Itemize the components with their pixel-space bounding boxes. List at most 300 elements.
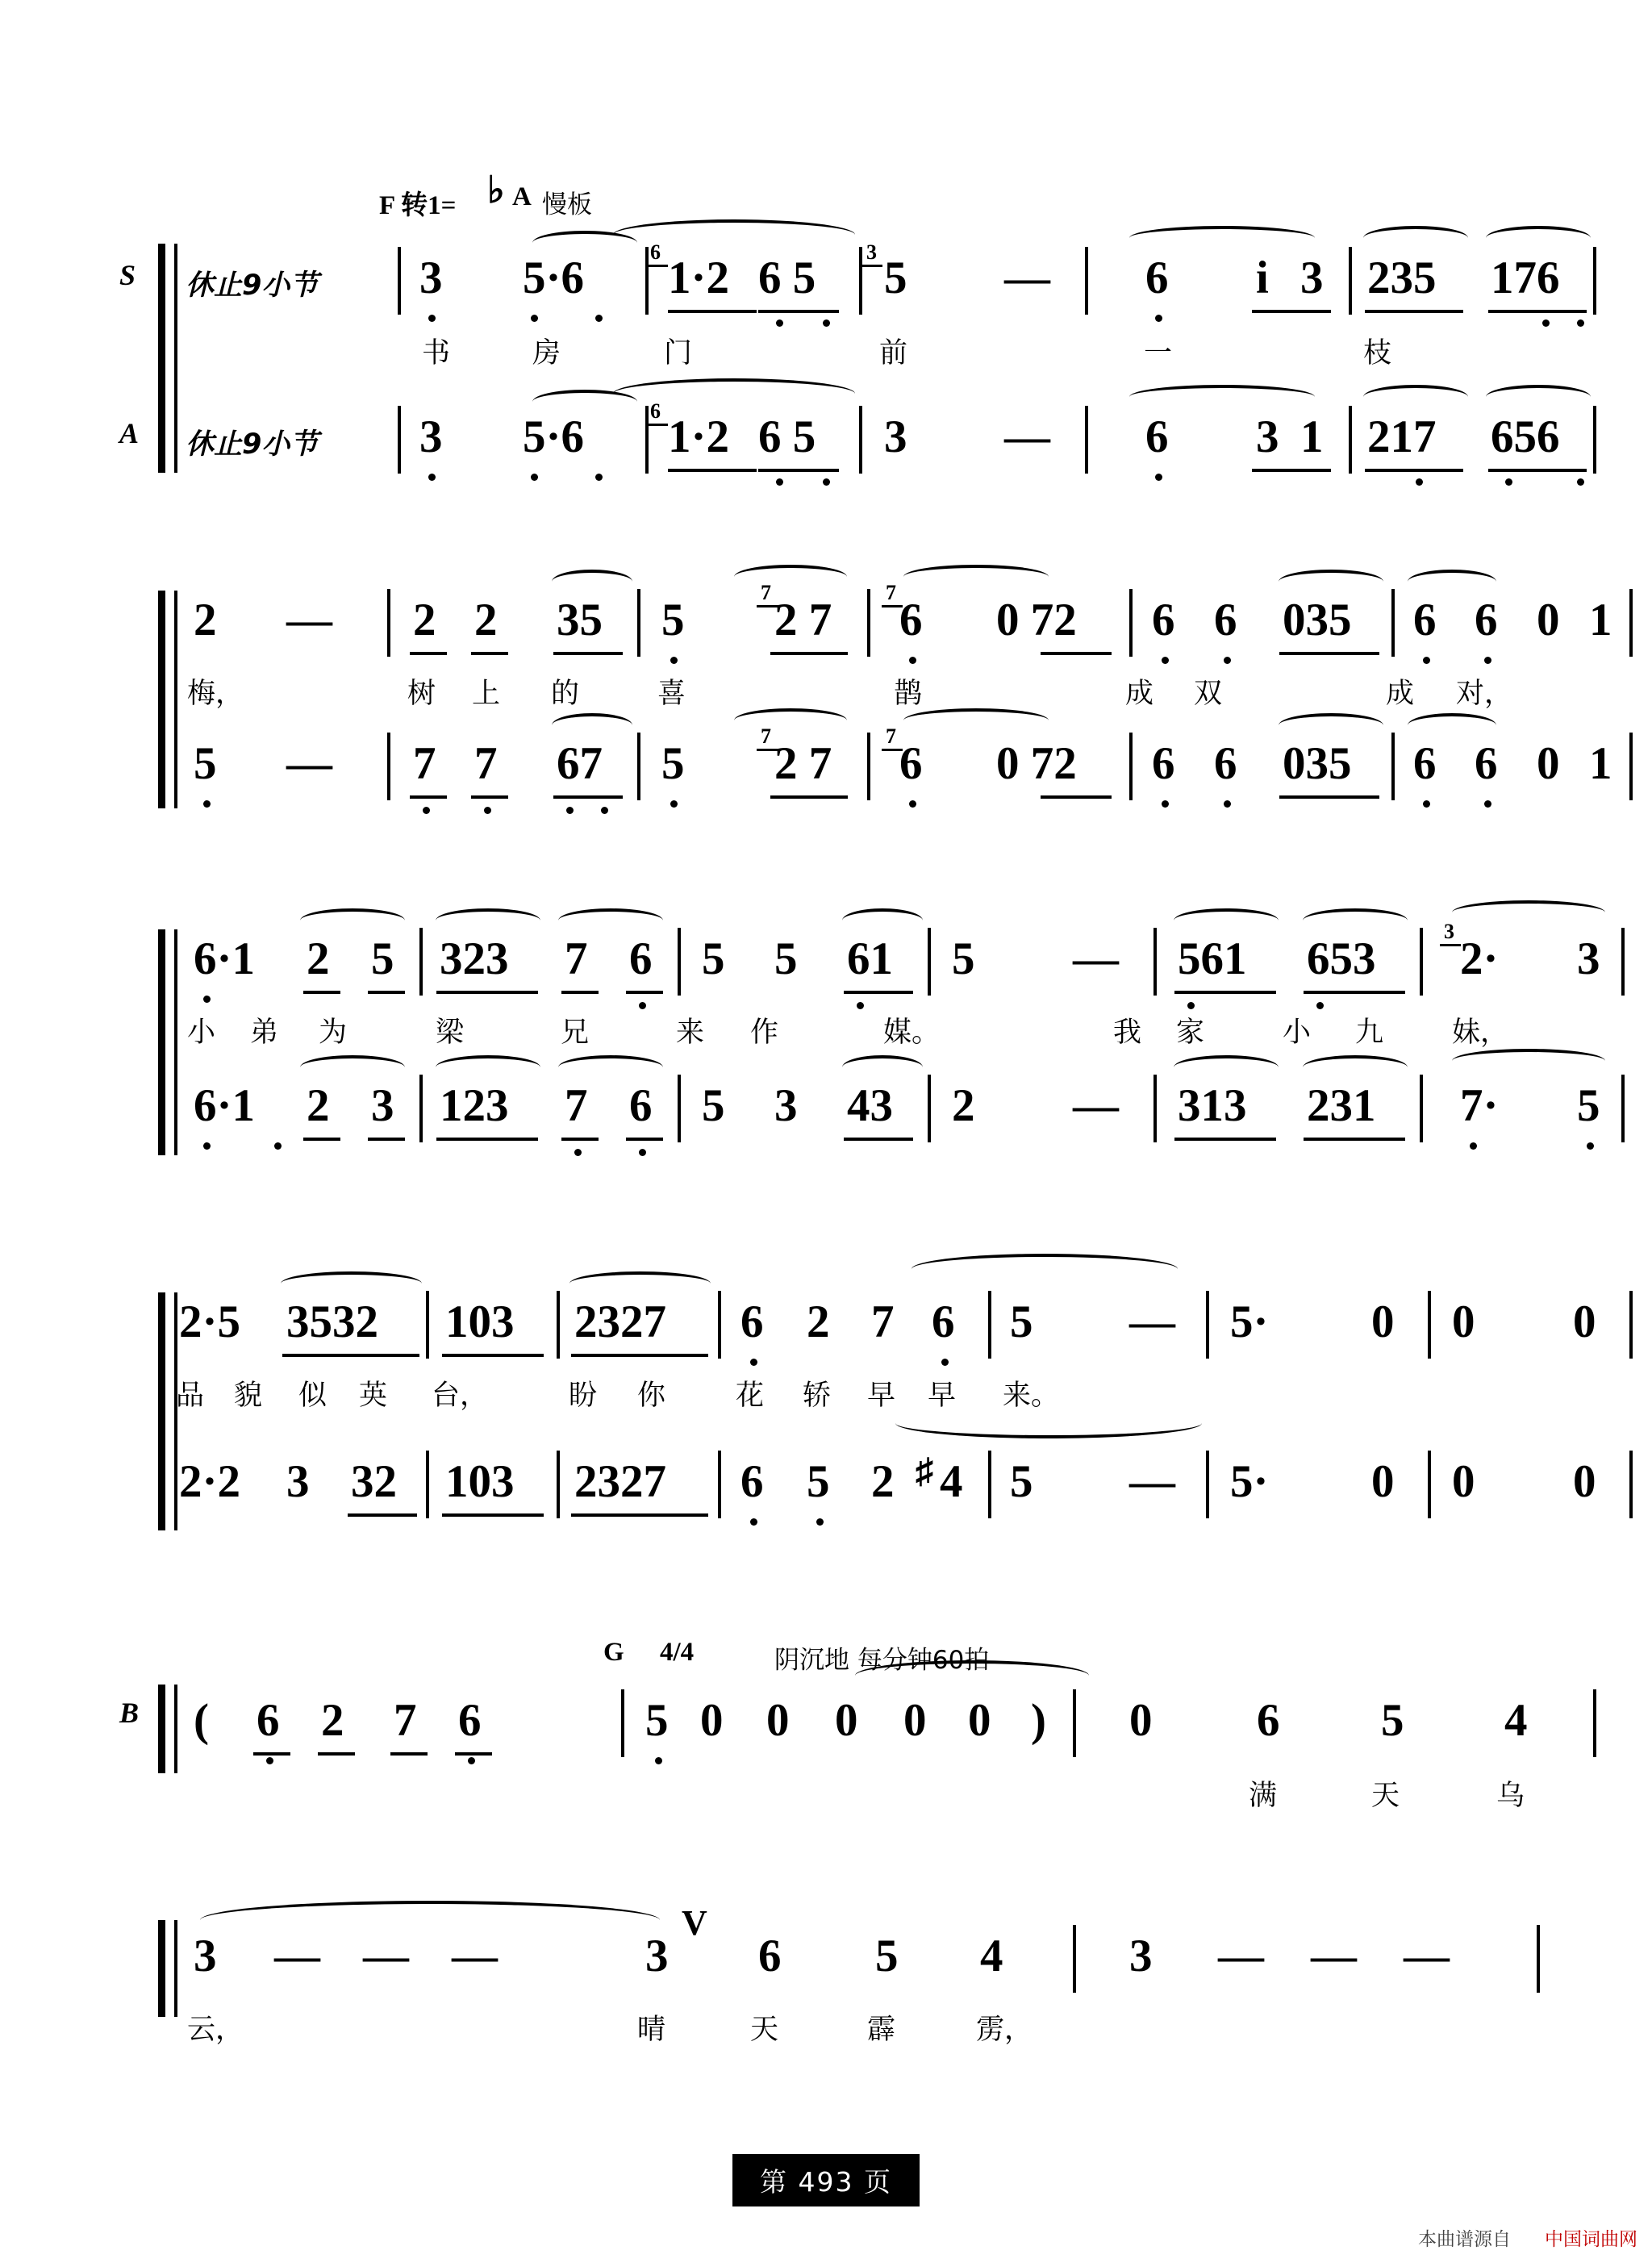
grace-number: 3 <box>1444 920 1454 943</box>
note: 5 <box>661 738 685 789</box>
note: 2· <box>1460 933 1499 984</box>
octave-dot <box>468 1757 475 1764</box>
beam <box>561 991 599 994</box>
note: 2 <box>413 595 436 645</box>
note: 0 <box>1537 738 1560 789</box>
lyric: 小 <box>1283 1017 1312 1049</box>
slur <box>734 708 847 733</box>
barline <box>1428 1291 1431 1359</box>
lyric: 媒。 <box>883 1017 941 1049</box>
note: 1·2 <box>668 253 730 303</box>
barline <box>859 406 862 474</box>
barline <box>645 406 649 474</box>
beam <box>758 469 839 472</box>
note: 2327 <box>574 1456 666 1507</box>
note: 5 <box>774 933 798 984</box>
note: 7 <box>394 1695 417 1746</box>
barline <box>1153 928 1157 996</box>
lyric: 我 <box>1113 1017 1142 1049</box>
slur <box>552 570 632 594</box>
slur <box>1363 226 1468 250</box>
barline <box>1391 733 1395 800</box>
slur <box>558 1055 663 1079</box>
octave-dot <box>1587 1142 1594 1150</box>
barline <box>398 247 401 315</box>
octave-dot <box>203 800 211 808</box>
note: 217 <box>1367 411 1437 462</box>
note: 231 <box>1307 1080 1376 1131</box>
grace-number: 7 <box>886 581 896 604</box>
barline <box>419 928 423 996</box>
note: 235 <box>1367 253 1437 303</box>
note: 656 <box>1491 411 1560 462</box>
octave-dot <box>1577 319 1584 327</box>
beam <box>436 1138 538 1141</box>
note: 6 <box>629 933 653 984</box>
note: 7 <box>413 738 436 789</box>
system-1 <box>0 226 1652 476</box>
note: 0 <box>1452 1456 1475 1507</box>
note: 5 <box>645 1695 669 1746</box>
note: 561 <box>1178 933 1247 984</box>
note: 035 <box>1283 595 1352 645</box>
barline <box>1153 1075 1157 1142</box>
voice-label-bass: B <box>119 1697 140 1729</box>
system-brace-line <box>174 1920 177 2017</box>
note: 32 <box>351 1456 397 1507</box>
lyric: 梁 <box>436 1017 465 1049</box>
octave-dot <box>574 1149 582 1156</box>
slur <box>895 1408 1202 1438</box>
beam <box>471 795 508 799</box>
barline <box>859 247 862 315</box>
note: 3 <box>884 411 907 462</box>
note: 0 <box>835 1695 858 1746</box>
flat-symbol: ♭ <box>487 169 505 211</box>
octave-dot <box>203 1142 211 1150</box>
octave-dot <box>1423 657 1430 664</box>
note: 0 <box>700 1695 724 1746</box>
octave-dot <box>601 807 608 814</box>
note: — <box>286 595 332 645</box>
note: 6 5 <box>758 411 816 462</box>
octave-dot <box>531 474 538 481</box>
note: 6 <box>899 738 923 789</box>
system-brace-line <box>174 591 177 808</box>
system-4 <box>0 1275 1652 1541</box>
slur <box>912 1254 1178 1284</box>
beam <box>1488 310 1587 313</box>
note: 3 <box>419 411 443 462</box>
beam <box>1365 310 1463 313</box>
octave-dot <box>428 474 436 481</box>
note: 0 <box>903 1695 927 1746</box>
beam <box>626 1138 663 1141</box>
barline <box>637 733 640 800</box>
section2-meter: 4/4 <box>660 1638 695 1667</box>
lyric: 貌 <box>234 1380 263 1412</box>
lyric: 上 <box>472 678 501 710</box>
note: 6·1 <box>194 933 256 984</box>
barline <box>1537 1925 1540 1993</box>
note: 0 <box>766 1695 790 1746</box>
octave-dot <box>266 1757 273 1764</box>
barline <box>1629 1451 1633 1518</box>
slur <box>903 565 1049 589</box>
source-credit-left: 本曲谱源自 <box>1418 2229 1511 2250</box>
note: 1 <box>1589 595 1612 645</box>
note: 6 <box>1257 1695 1280 1746</box>
system-brace <box>158 929 165 1155</box>
note: 2 <box>871 1456 895 1507</box>
note: 67 <box>557 738 603 789</box>
key-change-label: F 转1= <box>379 191 457 220</box>
beam <box>844 1138 913 1141</box>
barline <box>426 1451 429 1518</box>
note: 3532 <box>286 1296 378 1347</box>
barline <box>928 928 931 996</box>
note: 2 7 <box>774 738 832 789</box>
note: 6 <box>899 595 923 645</box>
barline <box>1349 406 1352 474</box>
barline <box>1349 247 1352 315</box>
note: i <box>1256 253 1269 303</box>
barline <box>928 1075 931 1142</box>
octave-dot <box>750 1359 757 1366</box>
system-brace-line <box>174 929 177 1155</box>
barline <box>1593 406 1596 474</box>
key-letter: A <box>512 182 532 211</box>
note: 123 <box>440 1080 509 1131</box>
note: 3 <box>194 1931 217 1981</box>
lyric: 满 <box>1249 1780 1278 1812</box>
octave-dot <box>909 800 916 808</box>
lyric: 成 <box>1386 678 1415 710</box>
slur <box>1408 570 1496 594</box>
note: 2 <box>194 595 217 645</box>
note: 6 <box>740 1456 764 1507</box>
barline <box>1621 1075 1625 1142</box>
beam <box>561 1138 599 1141</box>
note: 6 <box>758 1931 782 1981</box>
soprano-rest-label: 休止9小节 <box>186 269 319 302</box>
octave-dot <box>1470 1142 1477 1150</box>
barline <box>678 1075 681 1142</box>
note: 3 <box>1300 253 1324 303</box>
beam <box>282 1354 419 1357</box>
octave-dot <box>203 996 211 1003</box>
slur <box>1174 908 1279 933</box>
slur <box>300 1055 405 1079</box>
lyric: 天 <box>750 2014 779 2046</box>
beam <box>571 1354 708 1357</box>
octave-dot <box>484 807 491 814</box>
note: 035 <box>1283 738 1352 789</box>
note: — <box>1129 1456 1175 1507</box>
lyric: 早 <box>867 1380 896 1412</box>
note: 6 <box>1475 595 1498 645</box>
lyric: 兄 <box>561 1017 590 1049</box>
note: 6 <box>1214 595 1237 645</box>
barline <box>557 1291 560 1359</box>
lyric: 喜 <box>657 678 686 710</box>
slur <box>281 1271 422 1296</box>
note: — <box>1129 1296 1175 1347</box>
lyric: 早 <box>928 1380 957 1412</box>
beam <box>571 1513 708 1517</box>
octave-dot <box>1155 474 1162 481</box>
beam <box>253 1752 290 1756</box>
slur <box>613 378 855 409</box>
beam <box>410 652 447 655</box>
octave-dot <box>423 807 430 814</box>
octave-dot <box>1423 800 1430 808</box>
system-5 <box>0 1678 1652 1831</box>
slur <box>552 713 632 737</box>
barline <box>621 1689 624 1757</box>
system-3 <box>0 912 1652 1162</box>
beam <box>626 991 663 994</box>
barline <box>1085 406 1088 474</box>
page-number-badge: 第 493 页 <box>732 2154 920 2206</box>
note: 7 <box>871 1296 895 1347</box>
note: 3 <box>1256 411 1279 462</box>
octave-dot <box>1162 657 1169 664</box>
beam <box>1365 469 1463 472</box>
beam <box>758 310 839 313</box>
slur <box>200 1901 660 1939</box>
beam <box>442 1513 544 1517</box>
lyric: 家 <box>1176 1017 1205 1049</box>
note: 313 <box>1178 1080 1247 1131</box>
note: 5 <box>194 738 217 789</box>
lyric: 前 <box>879 337 908 369</box>
note: 2 <box>321 1695 344 1746</box>
note: 0 72 <box>996 595 1077 645</box>
barline <box>1085 247 1088 315</box>
lyric: 对， <box>1456 678 1513 710</box>
note: 3 <box>371 1080 394 1131</box>
octave-dot <box>655 1757 662 1764</box>
octave-dot <box>670 800 678 808</box>
note: 1·2 <box>668 411 730 462</box>
barline <box>1621 928 1625 996</box>
barline <box>718 1451 721 1518</box>
slur <box>1408 713 1496 737</box>
octave-dot <box>1577 478 1584 486</box>
voice-label-alto: A <box>119 417 140 449</box>
note: 0 <box>1537 595 1560 645</box>
note: 176 <box>1491 253 1560 303</box>
note: 6 <box>257 1695 280 1746</box>
note: 2 <box>807 1296 830 1347</box>
lyric: 你 <box>637 1380 666 1412</box>
beam <box>1279 795 1379 799</box>
slur <box>436 908 540 933</box>
barline <box>398 406 401 474</box>
octave-dot <box>566 807 574 814</box>
slur <box>1303 908 1408 933</box>
grace-line <box>1440 944 1461 946</box>
system-brace-line <box>174 1685 177 1773</box>
barline <box>867 589 870 657</box>
note: 5 <box>702 1080 725 1131</box>
note: 2327 <box>574 1296 666 1347</box>
tempo-mark: 慢板 <box>542 190 592 219</box>
barline <box>678 928 681 996</box>
note: — <box>1004 253 1050 303</box>
note: 0 <box>1371 1296 1395 1347</box>
lyric: 弟 <box>250 1017 279 1049</box>
beam <box>1174 1138 1276 1141</box>
note: 7· <box>1460 1080 1499 1131</box>
paren-open: ( <box>194 1695 209 1746</box>
octave-dot <box>595 315 603 322</box>
lyric: 台， <box>432 1380 489 1412</box>
lyric: 小 <box>187 1017 216 1049</box>
octave-dot <box>595 474 603 481</box>
note: 0 <box>1573 1456 1596 1507</box>
note: 3 <box>1129 1931 1153 1981</box>
note: 3 <box>286 1456 310 1507</box>
octave-dot <box>428 315 436 322</box>
grace-number: 6 <box>650 399 661 423</box>
lyric: 雳， <box>976 2014 1033 2046</box>
barline <box>637 589 640 657</box>
lyric: 树 <box>407 678 436 710</box>
octave-dot <box>1542 319 1550 327</box>
note: 6 <box>932 1296 955 1347</box>
note: — <box>363 1931 409 1981</box>
slur <box>436 1055 540 1079</box>
lyric: 鹊 <box>894 678 923 710</box>
octave-dot <box>776 319 783 327</box>
note: 5 <box>952 933 975 984</box>
beam <box>1174 991 1276 994</box>
octave-dot <box>909 657 916 664</box>
lyric: 天 <box>1371 1780 1400 1812</box>
beam <box>368 991 405 994</box>
note: 6 <box>458 1695 482 1746</box>
note: 3 <box>419 253 443 303</box>
lyric: 似 <box>298 1380 327 1412</box>
beam <box>390 1752 428 1756</box>
note: 5 <box>875 1931 899 1981</box>
note: 7 <box>565 933 588 984</box>
barline <box>387 733 390 800</box>
octave-dot <box>941 1359 949 1366</box>
grace-number: 3 <box>866 240 877 264</box>
note: 7 <box>474 738 498 789</box>
note: — <box>286 738 332 789</box>
note: — <box>1004 411 1050 462</box>
beam <box>1488 469 1587 472</box>
source-credit-right: 中国词曲网 <box>1545 2229 1637 2250</box>
lyric: 霹 <box>867 2014 896 2046</box>
lyric: 一 <box>1144 337 1173 369</box>
slur <box>1129 385 1315 409</box>
slur <box>1486 226 1591 250</box>
note: — <box>1073 933 1119 984</box>
octave-dot <box>816 1518 824 1526</box>
lyric: 乌 <box>1496 1780 1525 1812</box>
lyric: 双 <box>1194 678 1223 710</box>
note: 0 <box>1452 1296 1475 1347</box>
octave-dot <box>750 1518 757 1526</box>
octave-dot <box>776 478 783 486</box>
barline <box>1629 1291 1633 1359</box>
note: 0 <box>1371 1456 1395 1507</box>
lyric: 为 <box>319 1017 348 1049</box>
slur <box>1486 385 1591 409</box>
beam <box>1041 652 1112 655</box>
barline <box>1420 1075 1423 1142</box>
beam <box>770 795 848 799</box>
system-brace <box>158 244 165 473</box>
octave-dot <box>670 657 678 664</box>
note: 6 <box>1413 738 1437 789</box>
note: — <box>1218 1931 1264 1981</box>
note: 5 <box>1010 1456 1033 1507</box>
section2-expression: 阴沉地 每分钟60拍 <box>774 1646 990 1675</box>
beam <box>1304 991 1405 994</box>
grace-number: 7 <box>761 581 771 604</box>
lyric: 作 <box>750 1017 779 1049</box>
barline <box>419 1075 423 1142</box>
note: 653 <box>1307 933 1376 984</box>
system-brace <box>158 591 165 808</box>
grace-line <box>861 265 882 267</box>
sharp-symbol: ♯ <box>916 1451 933 1491</box>
beam <box>1041 795 1112 799</box>
barline <box>426 1291 429 1359</box>
slur <box>1363 385 1468 409</box>
octave-dot <box>1505 478 1512 486</box>
note: 1 <box>1300 411 1324 462</box>
barline <box>1593 1689 1596 1757</box>
system-brace <box>158 1685 165 1773</box>
octave-dot <box>857 1002 864 1009</box>
barline <box>387 589 390 657</box>
slur <box>1279 713 1383 737</box>
breath-mark: V <box>682 1903 707 1943</box>
barline <box>988 1451 991 1518</box>
beam <box>1252 310 1331 313</box>
lyric: 九 <box>1355 1017 1384 1049</box>
slur <box>300 908 405 933</box>
slur <box>1174 1055 1279 1079</box>
octave-dot <box>1187 1002 1195 1009</box>
octave-dot <box>823 319 830 327</box>
beam <box>410 795 447 799</box>
note: 5 <box>661 595 685 645</box>
grace-line <box>647 424 668 426</box>
lyric: 来。 <box>1003 1380 1060 1412</box>
beam <box>303 991 340 994</box>
note: 6 5 <box>758 253 816 303</box>
note: 5·6 <box>523 253 585 303</box>
note: 5· <box>1230 1456 1269 1507</box>
slur <box>903 708 1049 733</box>
note: 5 <box>1577 1080 1600 1131</box>
note: 4 <box>1504 1695 1528 1746</box>
slur <box>1452 1049 1605 1073</box>
note: 6 <box>1152 738 1175 789</box>
note: 3 <box>1577 933 1600 984</box>
slur <box>734 565 847 589</box>
note: 2 <box>952 1080 975 1131</box>
slur <box>569 1271 711 1296</box>
